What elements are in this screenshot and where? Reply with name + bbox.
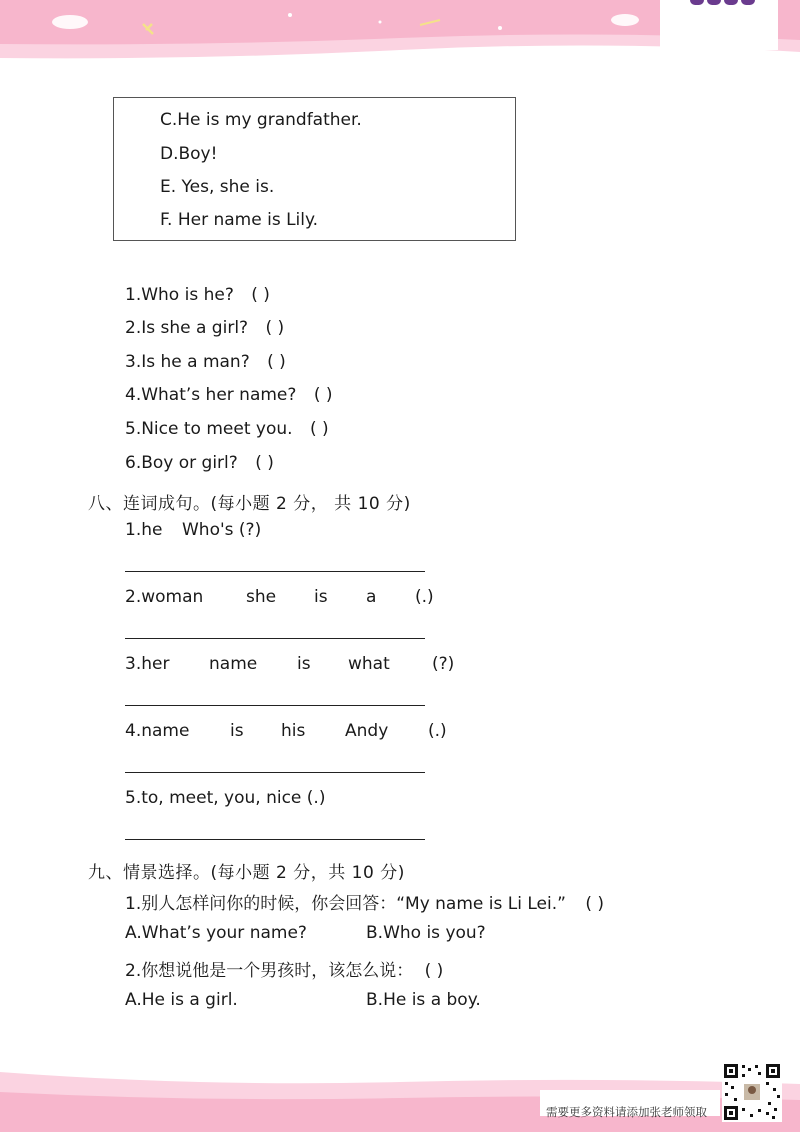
- choice-2b[interactable]: B.He is a boy.: [366, 990, 481, 1010]
- word: 2.woman: [125, 587, 204, 607]
- answer-line-4[interactable]: [125, 772, 425, 773]
- answer-options-box: [113, 97, 516, 241]
- word: name: [209, 654, 258, 674]
- answer-paren[interactable]: ( ): [313, 385, 333, 405]
- question-4: 4.What’s her name? ( ): [125, 385, 333, 405]
- word: 1.he: [125, 520, 163, 540]
- word: is: [314, 587, 328, 607]
- qr-caption: 需要更多资料请添加张老师领取: [546, 1105, 707, 1119]
- option-c: C.He is my grandfather.: [160, 110, 362, 130]
- scenario-question-2: 2.你想说他是一个男孩时，该怎么说： ( ): [125, 961, 444, 981]
- question-2: 2.Is she a girl? ( ): [125, 318, 285, 338]
- qr-code-icon[interactable]: [722, 1062, 782, 1122]
- word: is: [230, 721, 244, 741]
- logo-icon: [690, 0, 755, 5]
- option-d: D.Boy!: [160, 144, 218, 164]
- option-f: F. Her name is Lily.: [160, 210, 319, 230]
- answer-paren[interactable]: ( ): [255, 453, 274, 473]
- option-e: E. Yes, she is.: [160, 177, 275, 197]
- footer-decoration: [0, 1062, 800, 1132]
- answer-line-1[interactable]: [125, 571, 425, 572]
- section-9-heading: 九、情景选择。(每小题 2 分，共 10 分): [88, 863, 405, 883]
- word: 4.name: [125, 721, 190, 741]
- scenario-question-1: 1.别人怎样问你的时候，你会回答：“My name is Li Lei.” ( ): [125, 894, 604, 914]
- choice-2a[interactable]: A.He is a girl.: [125, 990, 238, 1010]
- question-3: 3.Is he a man? ( ): [125, 352, 286, 372]
- word: his: [281, 721, 306, 741]
- answer-paren[interactable]: ( ): [424, 961, 444, 981]
- choice-1b[interactable]: B.Who is you?: [366, 923, 486, 943]
- question-1: 1.Who is he? ( ): [125, 285, 270, 305]
- word: Andy: [345, 721, 389, 741]
- word: (.): [428, 721, 447, 741]
- logo-area: [660, 0, 778, 50]
- answer-paren[interactable]: ( ): [309, 419, 329, 439]
- word: a: [366, 587, 377, 607]
- answer-paren[interactable]: ( ): [251, 285, 270, 305]
- question-6: 6.Boy or girl? ( ): [125, 453, 274, 473]
- word: she: [246, 587, 277, 607]
- word: 5.to, meet, you, nice (.): [125, 788, 326, 808]
- word: what: [348, 654, 390, 674]
- answer-line-5[interactable]: [125, 839, 425, 840]
- section-8-heading: 八、连词成句。(每小题 2 分， 共 10 分): [88, 494, 411, 514]
- answer-paren[interactable]: ( ): [267, 352, 286, 372]
- word: Who's (?): [182, 520, 262, 540]
- answer-line-3[interactable]: [125, 705, 425, 706]
- question-5: 5.Nice to meet you. ( ): [125, 419, 329, 439]
- word: is: [297, 654, 311, 674]
- answer-paren[interactable]: ( ): [585, 894, 604, 914]
- word: (.): [415, 587, 434, 607]
- answer-paren[interactable]: ( ): [265, 318, 285, 338]
- word: (?): [432, 654, 455, 674]
- choice-1a[interactable]: A.What’s your name?: [125, 923, 307, 943]
- word: 3.her: [125, 654, 170, 674]
- answer-line-2[interactable]: [125, 638, 425, 639]
